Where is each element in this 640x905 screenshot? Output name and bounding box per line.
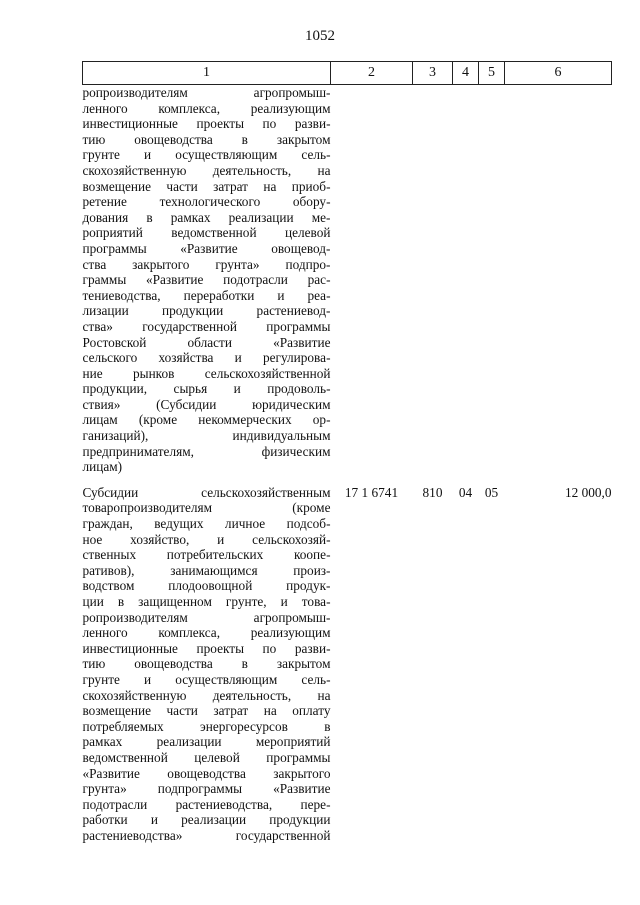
header-row (83, 62, 612, 85)
description-line: ции в защищенном грунте, и това- (82, 594, 331, 609)
column-header-6: 6 (505, 62, 612, 85)
column-3-cell: 810 (422, 484, 443, 500)
column-header-2: 2 (331, 62, 413, 85)
description-line: ленного комплекса, реализующим (82, 625, 331, 641)
description-line: ства» государственной программы (82, 318, 331, 334)
description-line: грунта» подпрограммы «Развитие (82, 781, 331, 797)
code-cell: 17 1 6741 (344, 484, 399, 500)
column-header-5: 5 (479, 62, 505, 85)
description-line: инвестиционные проекты по разви- (82, 116, 331, 132)
description-line: возмещение части затрат на оплату (82, 703, 331, 719)
budget-table (82, 61, 612, 844)
page-number: 1052 (305, 28, 335, 44)
description-line: грунте и осуществляющим сель- (82, 671, 331, 687)
description-line: лизации продукции растениевод- (82, 303, 331, 319)
description-line: роприятий ведомственной целевой (82, 225, 331, 241)
description-line: «Развитие овощеводства закрытого (82, 765, 331, 781)
description-line: лицам) (82, 459, 123, 475)
description-line: растениеводства» государственной (82, 827, 331, 843)
column-5-cell (479, 85, 505, 475)
code-cell (331, 85, 413, 475)
description-line: инвестиционные проекты по разви- (82, 640, 331, 656)
description-line: сельского хозяйства и регулирова- (82, 350, 331, 366)
description-line: скохозяйственную деятельность, на (82, 162, 331, 178)
column-3-cell (413, 85, 453, 475)
column-5-cell: 05 (484, 484, 499, 500)
description-line: ведомственной целевой программы (82, 749, 331, 765)
column-header-4: 4 (453, 62, 479, 85)
row-description (83, 85, 331, 475)
description-line: дования в рамках реализации ме- (82, 209, 331, 225)
column-header-3: 3 (413, 62, 453, 85)
description-line: ропроизводителям агропромыш- (82, 609, 331, 625)
description-line: скохозяйственную деятельность, на (82, 687, 331, 703)
row-description (83, 475, 331, 844)
description-line: Субсидии сельскохозяйственным (82, 484, 331, 500)
description-line: Ростовской области «Развитие (82, 334, 331, 350)
description-line: возмещение части затрат на приоб- (82, 178, 331, 194)
description-line: грунте и осуществляющим сель- (82, 147, 331, 163)
amount-cell: 12 000,0 (564, 484, 612, 500)
description-line: граждан, ведущих личное подсоб- (82, 516, 331, 532)
description-line: ственных потребительских коопе- (82, 547, 331, 563)
description-line: ганизаций), индивидуальным (82, 428, 331, 444)
description-line: граммы «Развитие подотрасли рас- (82, 272, 331, 288)
table-row (83, 475, 612, 844)
description-line: лицам (кроме некоммерческих ор- (82, 412, 331, 428)
description-line: ствия» (Субсидии юридическим (82, 396, 331, 412)
description-line: потребляемых энергоресурсов в (82, 718, 331, 734)
description-line: товаропроизводителям (кроме (82, 500, 331, 516)
description-line: подотрасли растениеводства, пере- (82, 796, 331, 812)
description-line: ное хозяйство, и сельскохозяй- (82, 531, 331, 547)
description-line: тию овощеводства в закрытом (82, 656, 331, 672)
column-4-cell (453, 85, 479, 475)
description-line: ленного комплекса, реализующим (82, 100, 331, 116)
description-line: ние рынков сельскохозяйственной (82, 365, 331, 381)
column-4-cell: 04 (458, 484, 473, 500)
description-line: ретение технологического обору- (82, 194, 331, 210)
description-line: водством плодоовощной продук- (82, 578, 331, 594)
description-line: продукции, сырья и продоволь- (82, 381, 331, 397)
amount-cell (505, 85, 612, 475)
column-header-1: 1 (83, 62, 331, 85)
description-line: работки и реализации продукции (82, 812, 331, 828)
table-row (83, 85, 612, 475)
description-line: ства закрытого грунта» подпро- (82, 256, 331, 272)
description-line: рамках реализации мероприятий (82, 734, 331, 750)
description-line: ративов), занимающимся произ- (82, 562, 331, 578)
description-line: предпринимателям, физическим (82, 443, 331, 459)
description-line: тию овощеводства в закрытом (82, 131, 331, 147)
description-line: тениеводства, переработки и реа- (82, 287, 331, 303)
description-line: ропроизводителям агропромыш- (82, 85, 331, 100)
description-line: программы «Развитие овощевод- (82, 240, 331, 256)
